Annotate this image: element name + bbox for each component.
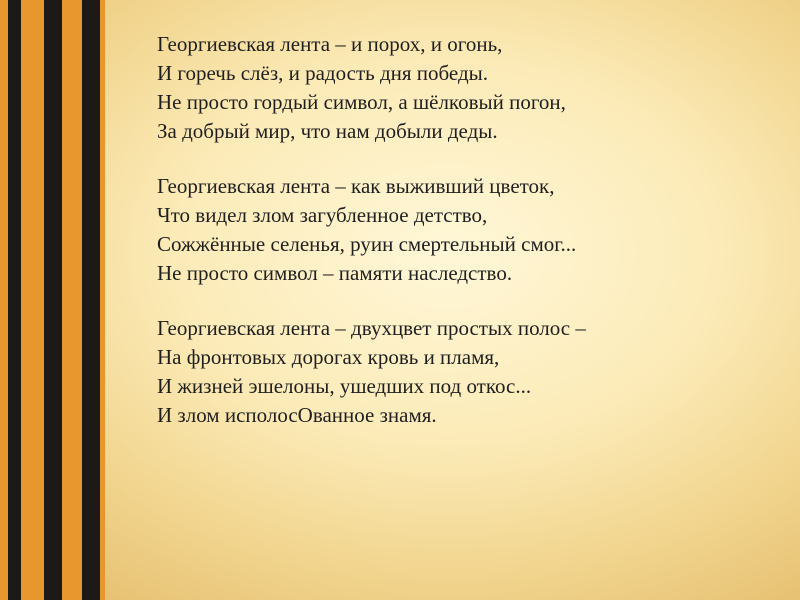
poem-line: За добрый мир, что нам добыли деды.: [157, 119, 498, 143]
st-george-ribbon: [0, 0, 105, 600]
poem-line: И горечь слёз, и радость дня победы.: [157, 61, 489, 85]
ribbon-black-stripe: [8, 0, 21, 600]
poem-line: Сожжённые селенья, руин смертельный смог...: [157, 232, 577, 256]
poem-line: На фронтовых дорогах кровь и пламя,: [157, 345, 500, 369]
poem-line: Георгиевская лента – и порох, и огонь,: [157, 32, 503, 56]
poem-line: Не просто символ – памяти наследство.: [157, 261, 513, 285]
poem-line: Не просто гордый символ, а шёлковый погон,: [157, 90, 566, 114]
poem-line: Георгиевская лента – как выживший цветок,: [157, 174, 555, 198]
poem-stanza-3: [157, 314, 787, 430]
poem-line: Георгиевская лента – двухцвет простых полос –: [157, 316, 586, 340]
poem-stanza-2: [157, 172, 787, 288]
poem-line: И жизней эшелоны, ушедших под откос...: [157, 374, 532, 398]
ribbon-black-stripe: [44, 0, 62, 600]
poem: [157, 30, 787, 456]
poem-line: Что видел злом загубленное детство,: [157, 203, 488, 227]
ribbon-black-stripe: [82, 0, 100, 600]
poem-stanza-1: [157, 30, 787, 146]
poem-line: И злом исполосОванное знамя.: [157, 403, 437, 427]
